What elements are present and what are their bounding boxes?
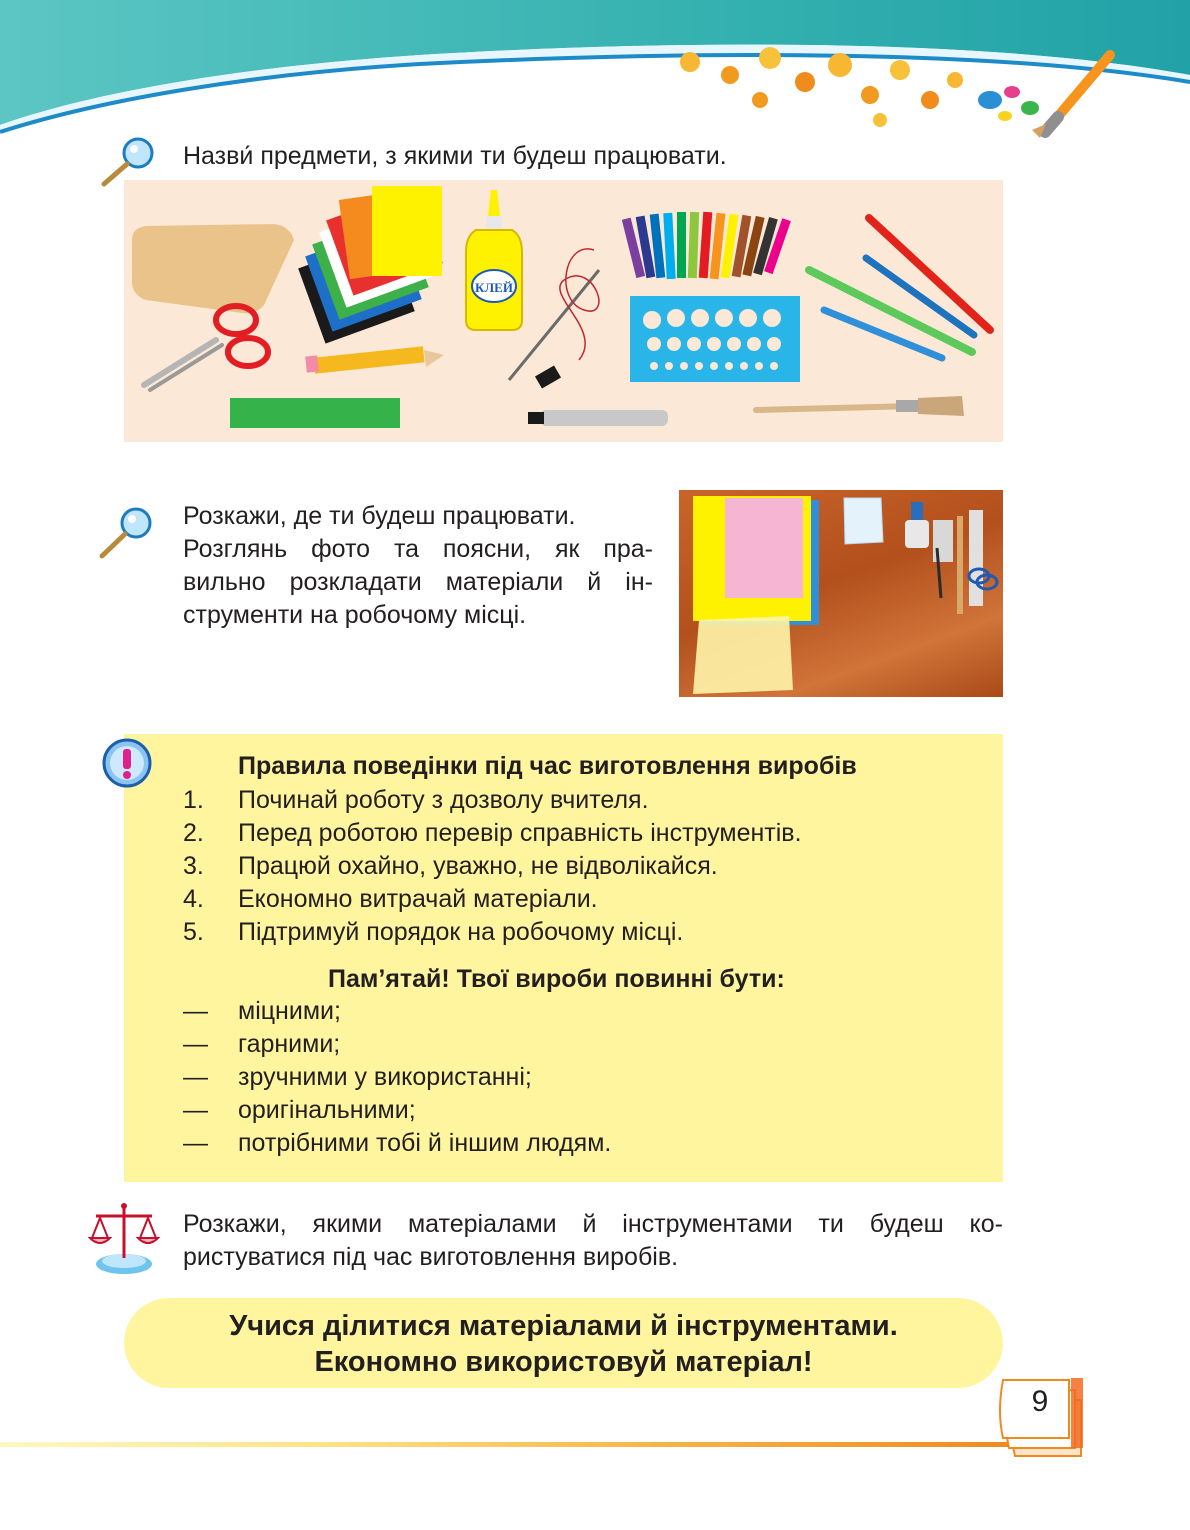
rule-number: 5.: [183, 918, 204, 946]
section-2-line: вильно розкладати матеріали й ін-: [183, 568, 653, 596]
rules-title: Правила поведінки під час виготовлення виробів: [238, 752, 857, 780]
section-3-line: ристуватися під час виготовлення виробів.: [183, 1243, 679, 1271]
quality-dash: —: [183, 1129, 208, 1157]
rule-item: [183, 819, 802, 848]
rule-item: [183, 786, 649, 815]
quality-text: гарними;: [238, 1030, 341, 1058]
paint-brush: [756, 396, 964, 416]
motto-line: Економно використовуй матеріал!: [314, 1346, 813, 1378]
rule-text: Починай роботу з дозволу вчителя.: [238, 786, 649, 814]
cardboard-sheet: [132, 224, 294, 313]
rule-number: 2.: [183, 819, 204, 847]
colored-paper-stack: [298, 186, 443, 344]
footer-line: [0, 1442, 1010, 1447]
pencil: [305, 346, 444, 373]
scales-icon: [88, 1200, 160, 1278]
page-number: 9: [1031, 1385, 1049, 1418]
quality-item: [183, 1063, 532, 1092]
rule-number: 3.: [183, 852, 204, 880]
quality-text: оригінальними;: [238, 1096, 416, 1124]
motto-box: [124, 1298, 1003, 1388]
section-2-line: Розглянь фото та поясни, як пра-: [183, 535, 653, 563]
modeling-stacks: [809, 218, 990, 358]
rule-text: Перед роботою перевір справність інструментів.: [238, 819, 802, 847]
materials-panel: [124, 180, 1003, 442]
quality-dash: —: [183, 1096, 208, 1124]
materials-illustration: [124, 180, 1003, 442]
section-2-text: [183, 500, 653, 632]
glue-label: КЛЕЙ: [475, 280, 513, 295]
section-2-line: струменти на робочому місці.: [183, 601, 527, 629]
motto-line: Учися ділитися матеріалами й інструментами.: [229, 1310, 898, 1342]
paint-drops-decoration: [978, 86, 1039, 121]
rule-text: Економно витрачай матеріали.: [238, 885, 598, 913]
quality-item: [183, 1129, 611, 1158]
magnifier-icon: [96, 504, 158, 560]
circle-stencil: [630, 296, 800, 382]
ruler: [230, 398, 400, 428]
header-banner: [0, 0, 1190, 140]
exclamation-icon: [101, 737, 153, 789]
quality-item: [183, 997, 341, 1026]
quality-text: міцними;: [238, 997, 341, 1025]
remember-title: Пам’ятай! Твої вироби повинні бути:: [328, 965, 785, 993]
section-3-line: Розкажи, якими матеріалами й інструментами ти будеш ко-: [183, 1210, 1003, 1238]
rule-text: Підтримуй порядок на робочому місці.: [238, 918, 684, 946]
workspace-photo: [679, 490, 1003, 697]
rule-item: [183, 852, 718, 881]
rule-number: 1.: [183, 786, 204, 814]
section-2-line: Розкажи, де ти будеш працювати.: [183, 502, 576, 530]
rule-number: 4.: [183, 885, 204, 913]
rule-item: [183, 885, 598, 914]
quality-text: зручними у використанні;: [238, 1063, 532, 1091]
rule-text: Працюй охайно, уважно, не відволікайся.: [238, 852, 718, 880]
quality-dash: —: [183, 997, 208, 1025]
section-1-prompt: Назви́ предмети, з якими ти будеш працювати.: [183, 142, 727, 170]
glue-bottle: [466, 190, 522, 330]
quality-dash: —: [183, 1063, 208, 1091]
section-3-text: [183, 1208, 1003, 1274]
quality-item: [183, 1030, 340, 1059]
quality-item: [183, 1096, 416, 1125]
colored-pencils: [622, 212, 791, 280]
rule-item: [183, 918, 683, 947]
quality-text: потрібними тобі й іншим людям.: [238, 1129, 612, 1157]
scissors: [144, 306, 268, 390]
quality-dash: —: [183, 1030, 208, 1058]
